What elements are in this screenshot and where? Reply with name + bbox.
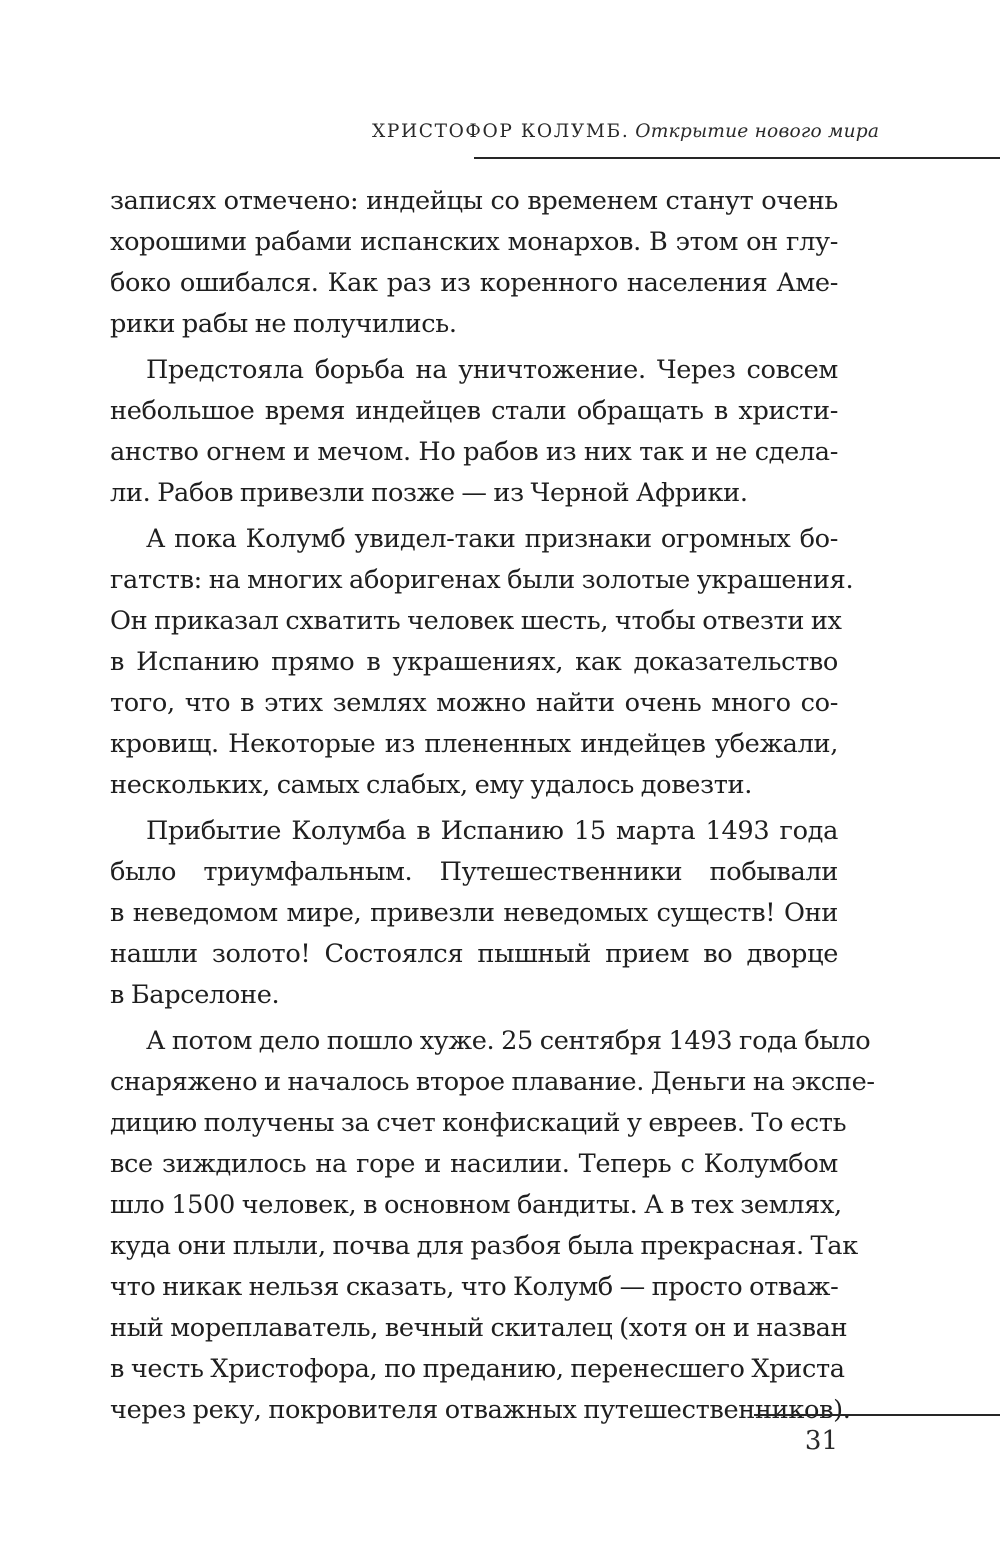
text-line: ный мореплаватель, вечный скиталец (хотя он и назван — [110, 1313, 848, 1343]
body-text — [110, 181, 875, 1431]
text-line: хорошими рабами испанских монархов. В этом он глу- — [110, 227, 838, 257]
text-line: кровищ. Некоторые из плененных индейцев убежали, — [110, 729, 838, 759]
text-line: шло 1500 человек, в основном бандиты. А в тех землях, — [110, 1190, 842, 1220]
text-line: боко ошибался. Как раз из коренного населения Аме- — [110, 268, 838, 298]
text-line: куда они плыли, почва для разбоя была прекрасная. Так — [110, 1231, 858, 1261]
text-line: того, что в этих землях можно найти очень много со- — [110, 688, 838, 718]
running-head-title: Открытие нового мира — [635, 121, 880, 142]
footer-rule — [754, 1414, 1000, 1416]
text-line: А потом дело пошло хуже. 25 сентября 1493 года было — [146, 1026, 871, 1056]
text-line: А пока Колумб увидел-таки признаки огромных бо- — [146, 524, 838, 554]
text-line: в честь Христофора, по преданию, перенесшего Христа — [110, 1354, 845, 1384]
text-line: Он приказал схватить человек шесть, чтобы отвезти их — [110, 606, 842, 636]
text-line: нашли золото! Состоялся пышный прием во дворце — [110, 939, 838, 969]
text-line: в неведомом мире, привезли неведомых существ! Они — [110, 898, 838, 928]
text-line: Предстояла борьба на уничтожение. Через совсем — [146, 355, 838, 385]
text-line: записях отмечено: индейцы со временем станут очень — [110, 186, 838, 216]
text-line: небольшое время индейцев стали обращать в христи- — [110, 396, 838, 426]
page-number: 31 — [804, 1426, 838, 1456]
text-line: все зиждилось на горе и насилии. Теперь с Колумбом — [110, 1149, 838, 1179]
text-line: через реку, покровителя отважных путешественников). — [110, 1395, 851, 1425]
text-line: гатств: на многих аборигенах были золотые украшения. — [110, 565, 854, 595]
text-line: нескольких, самых слабых, ему удалось довезти. — [110, 770, 753, 800]
text-line: было триумфальным. Путешественники побывали — [110, 857, 838, 887]
text-line: в Барселоне. — [110, 980, 280, 1010]
running-head-author: ХРИСТОФОР КОЛУМБ. — [372, 121, 630, 142]
header-rule — [474, 157, 1000, 159]
text-line: рики рабы не получились. — [110, 309, 457, 339]
text-line: дицию получены за счет конфискаций у евреев. То есть — [110, 1108, 847, 1138]
text-line: снаряжено и началось второе плавание. Деньги на экспе- — [110, 1067, 875, 1097]
text-line: что никак нельзя сказать, что Колумб — просто отваж- — [110, 1272, 839, 1302]
text-line: в Испанию прямо в украшениях, как доказательство — [110, 647, 838, 677]
text-line: Прибытие Колумба в Испанию 15 марта 1493 года — [146, 816, 838, 846]
text-line: анство огнем и мечом. Но рабов из них так и не сдела- — [110, 437, 838, 467]
running-head — [372, 118, 880, 146]
text-line: ли. Рабов привезли позже — из Черной Африки. — [110, 478, 748, 508]
